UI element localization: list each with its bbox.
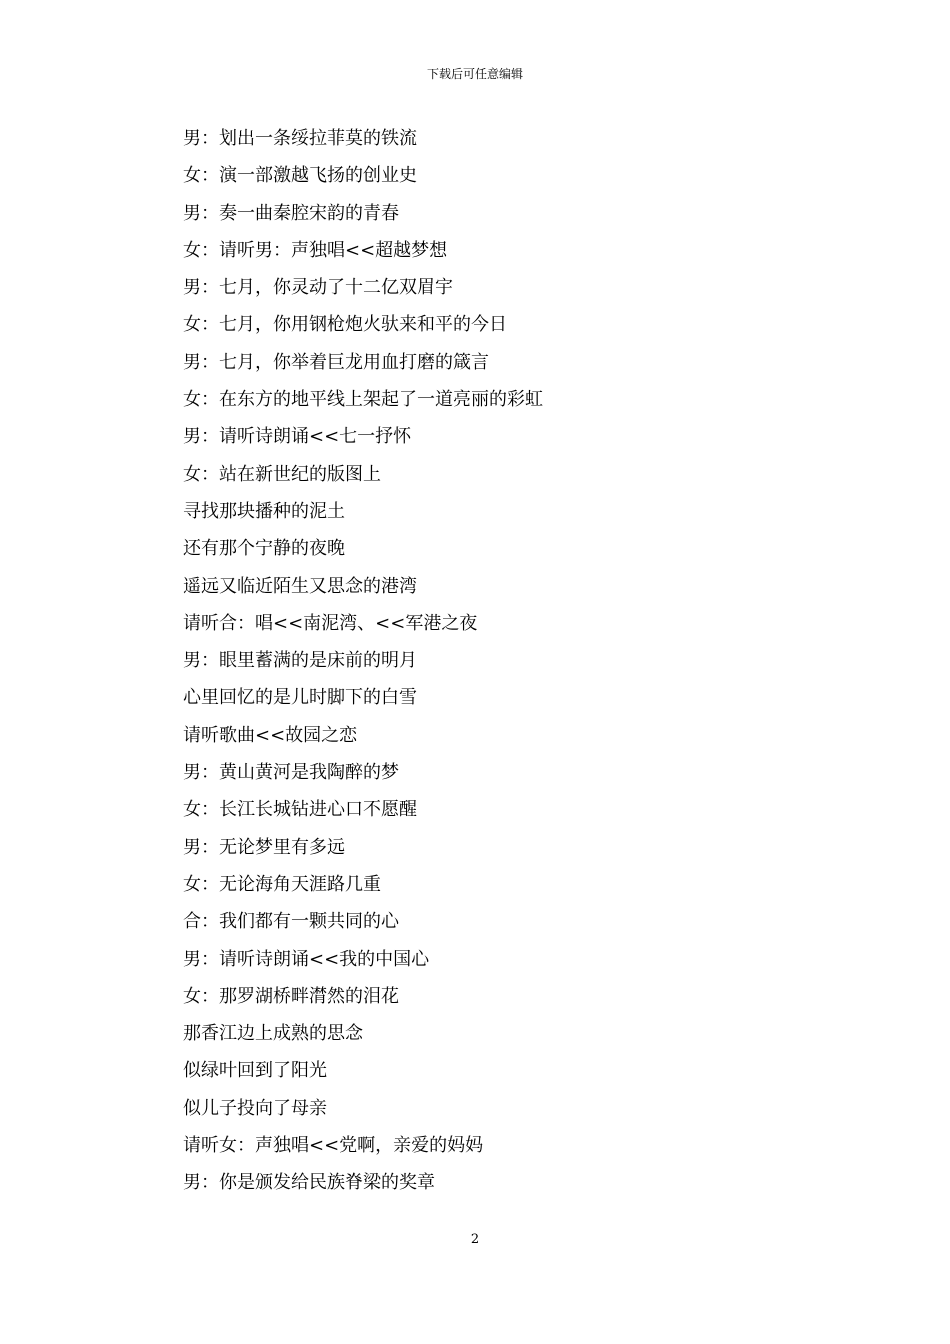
text-line: 女：演一部激越飞扬的创业史 bbox=[183, 165, 417, 187]
text-line: 男：眼里蓄满的是床前的明月 bbox=[183, 650, 417, 672]
text-line: 男：七月，你灵动了十二亿双眉宇 bbox=[183, 277, 453, 299]
text-line: 请听歌曲<<故园之恋 bbox=[183, 724, 358, 746]
text-line: 心里回忆的是儿时脚下的白雪 bbox=[183, 687, 417, 709]
text-line: 男：无论梦里有多远 bbox=[183, 836, 345, 858]
text-line: 请听女：声独唱<<党啊，亲爱的妈妈 bbox=[183, 1135, 484, 1157]
text-line: 还有那个宁静的夜晚 bbox=[183, 538, 345, 560]
text-line: 女：在东方的地平线上架起了一道亮丽的彩虹 bbox=[183, 389, 543, 411]
text-line: 遥远又临近陌生又思念的港湾 bbox=[183, 575, 417, 597]
text-line: 合：我们都有一颗共同的心 bbox=[183, 911, 399, 933]
text-line: 女：请听男：声独唱<<超越梦想 bbox=[183, 239, 448, 261]
text-line: 女：站在新世纪的版图上 bbox=[183, 463, 381, 485]
text-line: 女：七月，你用钢枪炮火驮来和平的今日 bbox=[183, 314, 507, 336]
text-line: 男：奏一曲秦腔宋韵的青春 bbox=[183, 202, 399, 224]
document-body bbox=[183, 120, 783, 1202]
text-line: 男：划出一条绥拉菲莫的铁流 bbox=[183, 128, 417, 149]
text-line: 男：你是颁发给民族脊梁的奖章 bbox=[183, 1172, 435, 1194]
text-line: 寻找那块播种的泥土 bbox=[183, 500, 345, 522]
text-line: 女：无论海角天涯路几重 bbox=[183, 873, 381, 895]
text-line: 男：黄山黄河是我陶醉的梦 bbox=[183, 762, 399, 784]
text-line: 那香江边上成熟的思念 bbox=[183, 1023, 363, 1045]
text-line: 男：七月，你举着巨龙用血打磨的箴言 bbox=[183, 351, 489, 373]
text-line: 女：长江长城钻进心口不愿醒 bbox=[183, 799, 417, 821]
text-line: 男：请听诗朗诵<<七一抒怀 bbox=[183, 426, 412, 448]
text-line: 似绿叶回到了阳光 bbox=[183, 1060, 327, 1082]
text-line: 请听合：唱<<南泥湾、<<军港之夜 bbox=[183, 612, 478, 634]
page-header: 下载后可任意编辑 bbox=[426, 67, 523, 81]
page-number: 2 bbox=[470, 1232, 480, 1247]
text-line: 女：那罗湖桥畔潸然的泪花 bbox=[183, 985, 399, 1007]
text-line: 似儿子投向了母亲 bbox=[183, 1097, 327, 1119]
text-line: 男：请听诗朗诵<<我的中国心 bbox=[183, 948, 430, 970]
